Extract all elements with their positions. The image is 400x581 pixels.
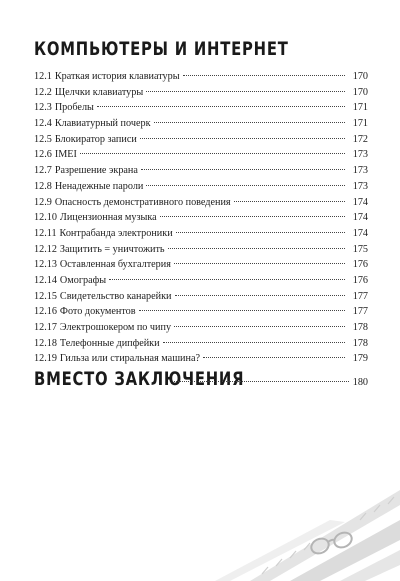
entry-page: 175 bbox=[352, 243, 368, 255]
entry-title: Клавиатурный почерк bbox=[54, 118, 151, 130]
entry-title: Контрабанда электроники bbox=[59, 227, 173, 239]
toc-entry[interactable] bbox=[34, 147, 368, 163]
entry-number: 12.18 bbox=[34, 337, 57, 349]
entry-number: 12.11 bbox=[34, 227, 57, 239]
entry-page: 178 bbox=[352, 337, 368, 349]
toc-entry[interactable] bbox=[34, 336, 368, 352]
toc-entry[interactable] bbox=[34, 163, 368, 179]
entry-number: 12.12 bbox=[34, 243, 57, 255]
toc-entry[interactable] bbox=[34, 210, 368, 226]
closing-page: 180 bbox=[352, 377, 368, 388]
toc-entry[interactable] bbox=[34, 195, 368, 211]
entry-title: Свидетельство канарейки bbox=[59, 290, 172, 302]
toc-entry[interactable] bbox=[34, 351, 368, 367]
entry-number: 12.8 bbox=[34, 180, 52, 192]
entry-page: 171 bbox=[352, 102, 368, 114]
table-of-contents bbox=[34, 69, 368, 367]
dot-leader bbox=[174, 380, 349, 382]
entry-page: 176 bbox=[352, 259, 368, 271]
dot-leader bbox=[141, 168, 345, 170]
dot-leader bbox=[234, 200, 345, 202]
entry-page: 172 bbox=[352, 133, 368, 145]
entry-page: 178 bbox=[352, 322, 368, 333]
entry-title: Фото документов bbox=[59, 306, 136, 318]
dot-leader bbox=[80, 152, 345, 154]
entry-title: Опасность демонстративного поведения bbox=[54, 196, 231, 208]
toc-entry[interactable] bbox=[34, 273, 368, 289]
entry-page: 174 bbox=[352, 196, 368, 208]
entry-page: 173 bbox=[352, 149, 368, 161]
entry-number: 12.1 bbox=[34, 71, 52, 82]
toc-entry[interactable] bbox=[34, 179, 368, 195]
dot-leader bbox=[203, 356, 345, 358]
entry-number: 12.9 bbox=[34, 196, 52, 208]
entry-title: IMEI bbox=[54, 149, 77, 161]
toc-entry[interactable] bbox=[34, 226, 368, 242]
entry-page: 174 bbox=[352, 227, 368, 239]
entry-number: 12.16 bbox=[34, 306, 57, 318]
entry-title: Телефонные дипфейки bbox=[59, 337, 160, 349]
entry-title: Краткая история клавиатуры bbox=[54, 71, 180, 82]
toc-entry[interactable] bbox=[34, 257, 368, 273]
toc-entry[interactable] bbox=[34, 132, 368, 148]
entry-title: Электрошокером по чипу bbox=[59, 322, 172, 333]
dot-leader bbox=[163, 341, 345, 343]
dot-leader bbox=[146, 184, 345, 186]
dot-leader bbox=[176, 231, 345, 233]
entry-number: 12.7 bbox=[34, 165, 52, 177]
entry-title: Лицензионная музыка bbox=[59, 212, 157, 224]
dot-leader bbox=[160, 215, 345, 217]
entry-page: 170 bbox=[352, 86, 368, 98]
entry-title: Защитить = уничтожить bbox=[59, 243, 165, 255]
entry-title: Блокиратор записи bbox=[54, 133, 137, 145]
entry-title: Ненадежные пароли bbox=[54, 180, 144, 192]
toc-entry[interactable] bbox=[34, 69, 368, 85]
entry-number: 12.6 bbox=[34, 149, 52, 161]
entry-title: Оставленная бухгалтерия bbox=[59, 259, 171, 271]
dot-leader bbox=[139, 309, 345, 311]
entry-number: 12.19 bbox=[34, 353, 57, 365]
dot-leader bbox=[168, 247, 345, 249]
dot-leader bbox=[109, 278, 345, 280]
dot-leader bbox=[97, 105, 345, 107]
entry-number: 12.10 bbox=[34, 212, 57, 224]
entry-title: Гильза или стиральная машина? bbox=[59, 353, 200, 365]
entry-number: 12.13 bbox=[34, 259, 57, 271]
dot-leader bbox=[183, 74, 345, 76]
dot-leader bbox=[146, 90, 345, 92]
entry-page: 173 bbox=[352, 165, 368, 177]
dot-leader bbox=[154, 121, 345, 123]
entry-page: 177 bbox=[352, 290, 368, 302]
toc-entry[interactable] bbox=[34, 116, 368, 132]
entry-page: 177 bbox=[352, 306, 368, 318]
dot-leader bbox=[175, 294, 345, 296]
dot-leader bbox=[174, 325, 345, 327]
toc-entry[interactable] bbox=[34, 242, 368, 258]
entry-number: 12.3 bbox=[34, 102, 52, 114]
entry-number: 12.4 bbox=[34, 118, 52, 130]
section-title: КОМПЬЮТЕРЫ И ИНТЕРНЕТ bbox=[34, 38, 289, 60]
entry-page: 170 bbox=[352, 71, 368, 82]
dot-leader bbox=[140, 137, 345, 139]
entry-number: 12.17 bbox=[34, 322, 57, 333]
closing-entry[interactable] bbox=[34, 368, 368, 390]
entry-page: 171 bbox=[352, 118, 368, 130]
toc-entry[interactable] bbox=[34, 289, 368, 305]
entry-title: Разрешение экрана bbox=[54, 165, 138, 177]
toc-entry[interactable] bbox=[34, 85, 368, 101]
entry-number: 12.15 bbox=[34, 290, 57, 302]
handcuffs-icon bbox=[309, 530, 354, 556]
entry-number: 12.5 bbox=[34, 133, 52, 145]
entry-number: 12.14 bbox=[34, 274, 57, 286]
dot-leader bbox=[174, 262, 345, 264]
entry-page: 174 bbox=[352, 212, 368, 224]
entry-number: 12.2 bbox=[34, 86, 52, 98]
entry-page: 179 bbox=[352, 353, 368, 365]
entry-title: Щелчки клавиатуры bbox=[54, 86, 144, 98]
entry-title: Пробелы bbox=[54, 102, 94, 114]
toc-entry[interactable] bbox=[34, 100, 368, 116]
closing-title: ВМЕСТО ЗАКЛЮЧЕНИЯ bbox=[34, 368, 245, 390]
toc-entry[interactable] bbox=[34, 304, 368, 320]
entry-page: 176 bbox=[352, 274, 368, 286]
film-strip-icon bbox=[215, 490, 400, 581]
toc-entry[interactable] bbox=[34, 320, 368, 336]
entry-title: Омографы bbox=[59, 274, 107, 286]
entry-page: 173 bbox=[352, 180, 368, 192]
